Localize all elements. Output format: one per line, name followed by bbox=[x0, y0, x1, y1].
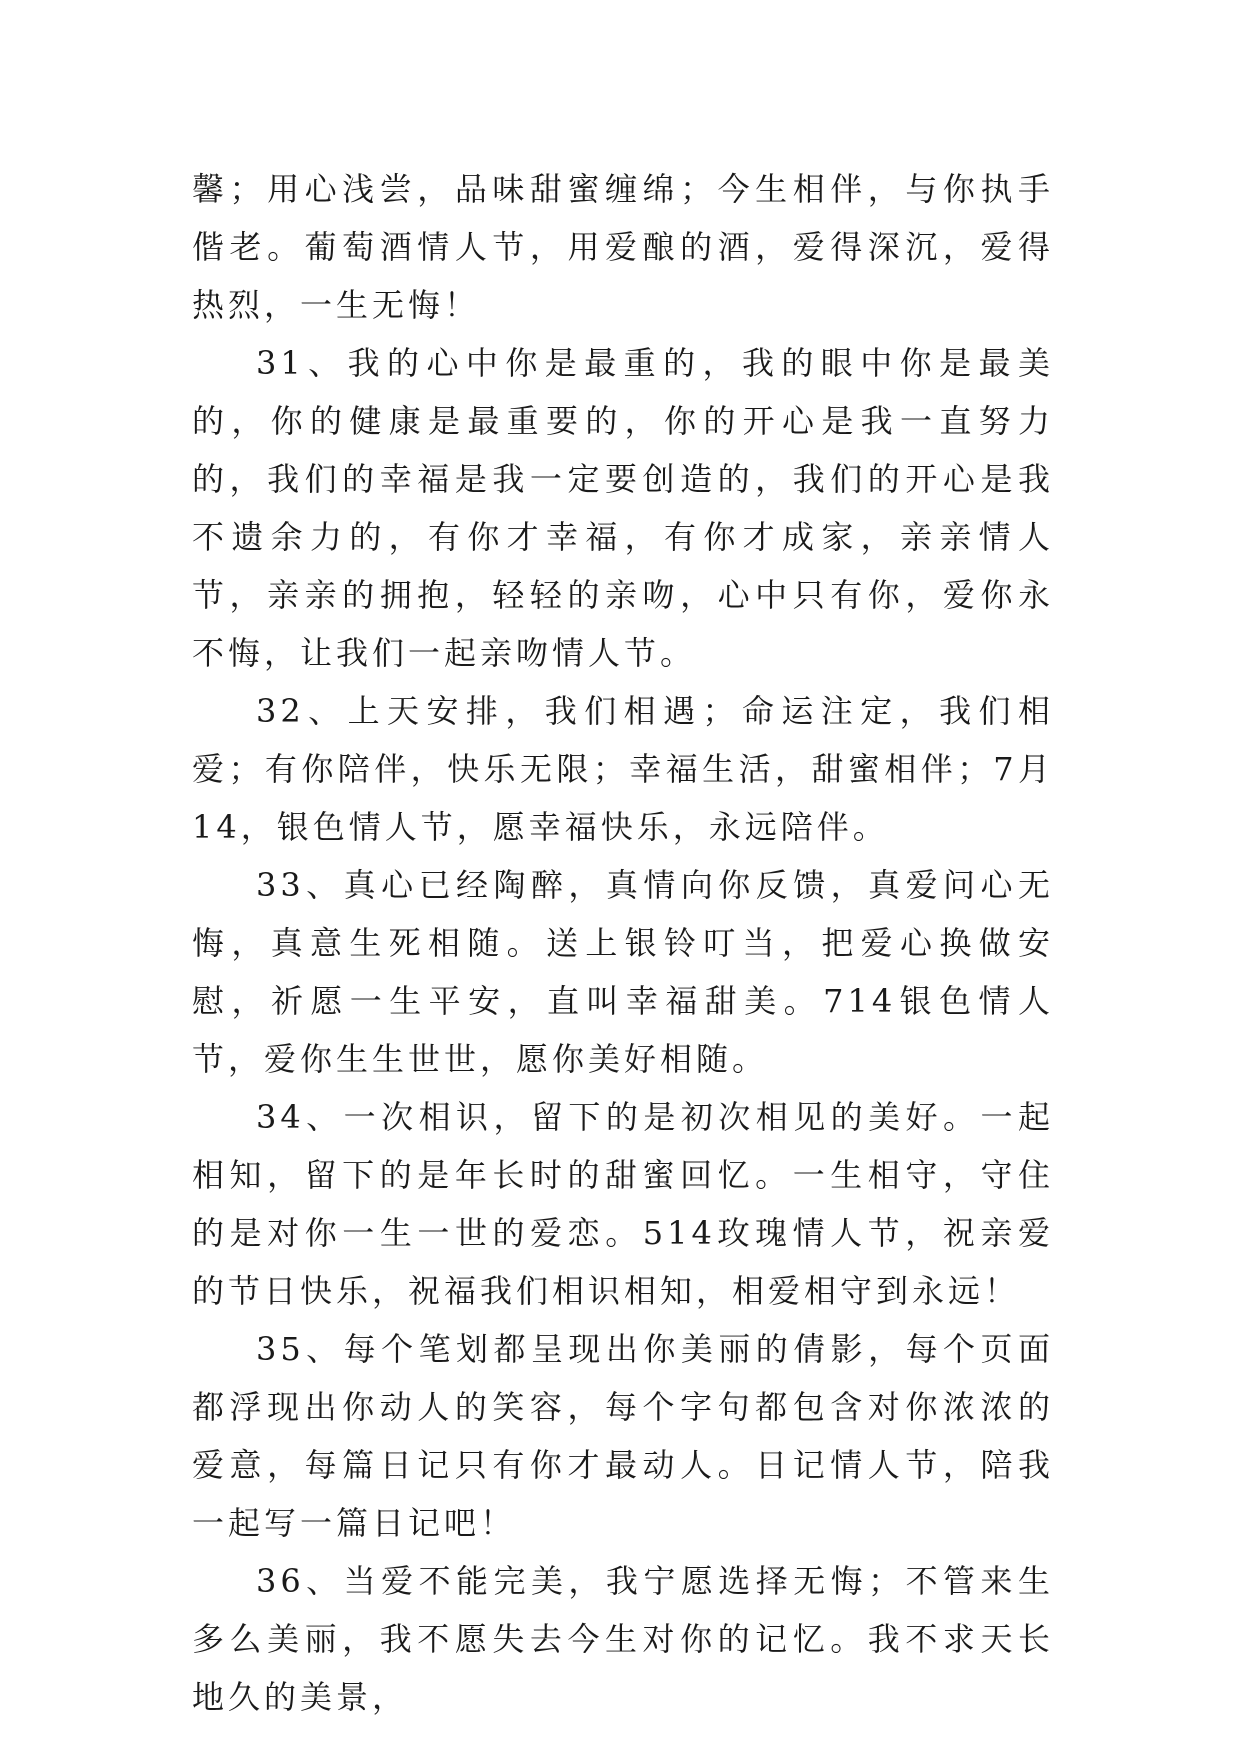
document-body bbox=[192, 160, 1054, 1726]
paragraph-31: 31、我的心中你是最重的，我的眼中你是最美的，你的健康是最重要的，你的开心是我一直努力的，我们的幸福是我一定要创造的，我们的开心是我不遗余力的，有你才幸福，有你才成家，亲亲情人节，亲亲的拥抱，轻轻的亲吻，心中只有你，爱你永不悔，让我们一起亲吻情人节。 bbox=[192, 344, 1054, 672]
paragraph-34: 34、一次相识，留下的是初次相见的美好。一起相知，留下的是年长时的甜蜜回忆。一生相守，守住的是对你一生一世的爱恋。514玫瑰情人节，祝亲爱的节日快乐，祝福我们相识相知，相爱相守到永远！ bbox=[192, 1098, 1054, 1310]
paragraph-36: 36、当爱不能完美，我宁愿选择无悔；不管来生多么美丽，我不愿失去今生对你的记忆。我不求天长地久的美景， bbox=[192, 1562, 1054, 1716]
paragraph-33: 33、真心已经陶醉，真情向你反馈，真爱问心无悔，真意生死相随。送上银铃叮当，把爱心换做安慰，祈愿一生平安，直叫幸福甜美。714银色情人节，爱你生生世世，愿你美好相随。 bbox=[192, 866, 1054, 1078]
paragraph-35: 35、每个笔划都呈现出你美丽的倩影，每个页面都浮现出你动人的笑容，每个字句都包含对你浓浓的爱意，每篇日记只有你才最动人。日记情人节，陪我一起写一篇日记吧！ bbox=[192, 1330, 1054, 1542]
paragraph-continued: 馨；用心浅尝，品味甜蜜缠绵；今生相伴，与你执手偕老。葡萄酒情人节，用爱酿的酒，爱得深沉，爱得热烈，一生无悔！ bbox=[192, 170, 1054, 324]
paragraph-32: 32、上天安排，我们相遇；命运注定，我们相爱；有你陪伴，快乐无限；幸福生活，甜蜜相伴；7月14，银色情人节，愿幸福快乐，永远陪伴。 bbox=[192, 692, 1054, 846]
